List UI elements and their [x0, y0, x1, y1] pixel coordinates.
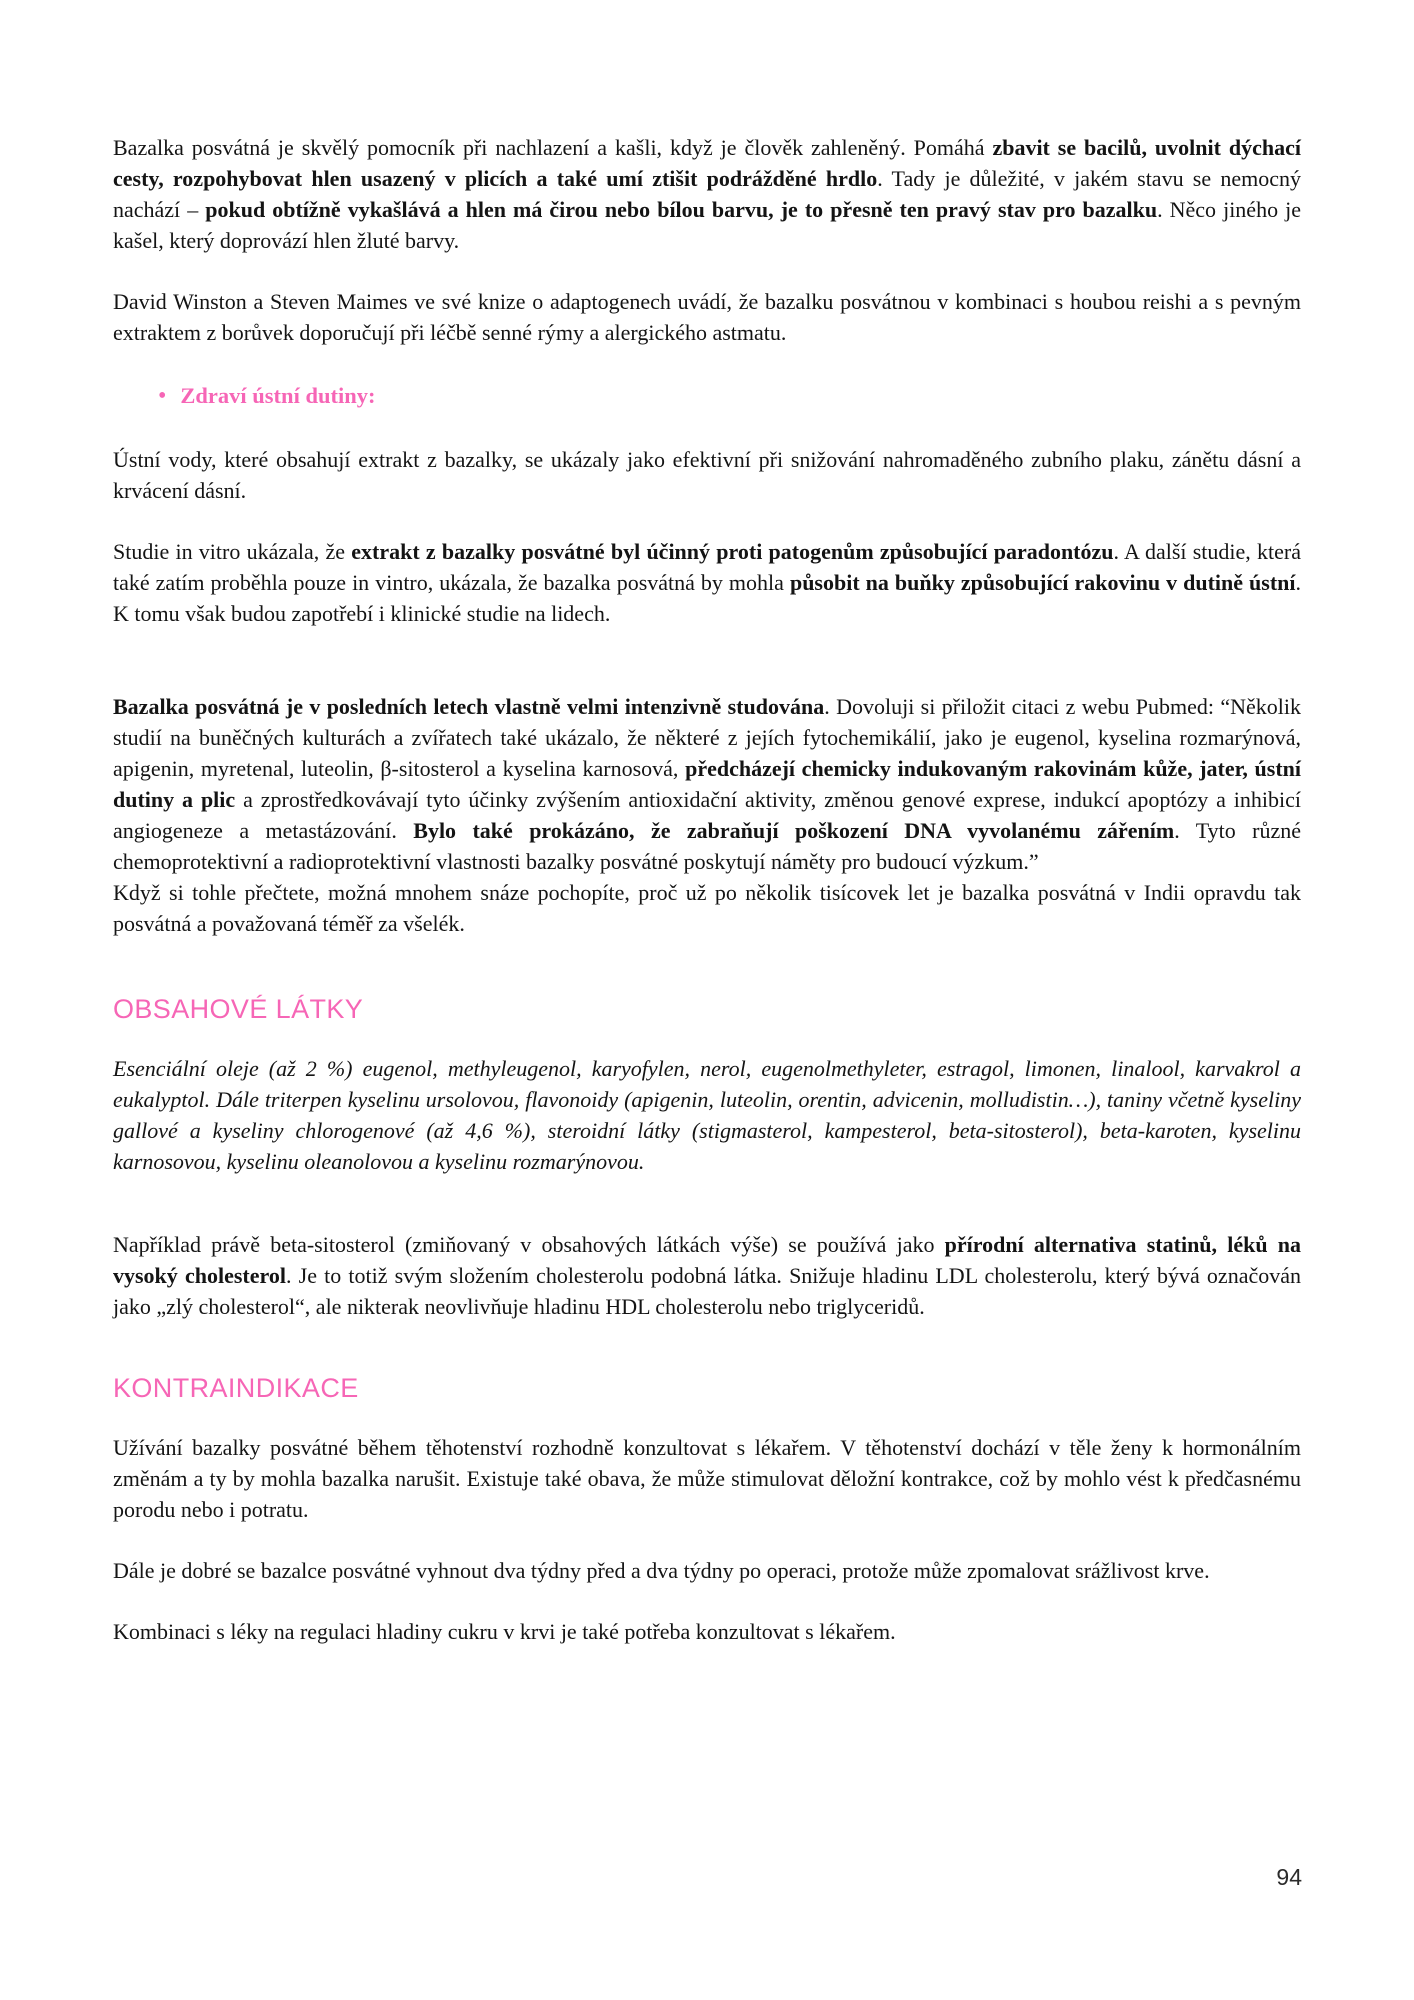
bullet-icon: • [158, 383, 167, 409]
bullet-heading-oral-health [113, 380, 1301, 412]
paragraph-constituents: Esenciální oleje (až 2 %) eugenol, methyleugenol, karyofylen, nerol, eugenolmethyleter, estragol, limonen, linalool, karvakrol a eukalyptol. Dále triterpen kyselinu ursolovou, flavonoidy (apigenin, luteolin, orentin, advicenin, molludistin…), taniny včetně kyseliny gallové a kyseliny chlorogenové (až 4,6 %), steroidní látky (stigmasterol, kampesterol, beta-sitosterol), beta-karoten, kyselinu karnosovou, kyselinu oleanolovou a kyselinu rozmarýnovou. [113, 1056, 1301, 1174]
section-heading-obsahove-latky: OBSAHOVÉ LÁTKY [113, 994, 364, 1024]
section-heading-kontraindikace: KONTRAINDIKACE [113, 1373, 359, 1403]
paragraph-pregnancy: Užívání bazalky posvátné během těhotenství rozhodně konzultovat s lékařem. V těhotenství dochází v těle ženy k hormonálním změnám a ty by mohla bazalka narušit. Existuje také obava, že může stimulovat děložní kontrakce, což by mohlo vést k předčasnému porodu nebo i potratu. [113, 1435, 1301, 1522]
paragraph-pubmed-citation: Bazalka posvátná je v posledních letech vlastně velmi intenzivně studována. Dovoluji si přiložit citaci z webu Pubmed: “Několik studií na buněčných kulturách a zvířatech také ukázalo, že některé z jejích fytochemikálií, jako je eugenol, kyselina rozmarýnová, apigenin, myretenal, luteolin, β-sitosterol a kyselina karnosová, předcházejí chemicky indukovaným rakovinám kůže, jater, ústní dutiny a plic a zprostředkovávají tyto účinky zvýšením antioxidační aktivity, změnou genové exprese, indukcí apoptózy a inhibicí angiogeneze a metastázování. Bylo také prokázáno, že zabraňují poškození DNA vyvolanému zářením. Tyto různé chemoprotektivní a radioprotektivní vlastnosti bazalky posvátné poskytují náměty pro budoucí výzkum.” [113, 694, 1302, 874]
paragraph-winston-maimes: David Winston a Steven Maimes ve své knize o adaptogenech uvádí, že bazalku posvátnou v kombinaci s houbou reishi a s pevným extraktem z borůvek doporučují při léčbě senné rýmy a alergického astmatu. [113, 289, 1301, 345]
bullet-heading-label: Zdraví ústní dutiny: [180, 383, 376, 408]
paragraph-blood-sugar: Kombinaci s léky na regulaci hladiny cukru v krvi je také potřeba konzultovat s lékařem. [113, 1619, 896, 1644]
paragraph-in-vitro-study: Studie in vitro ukázala, že extrakt z bazalky posvátné byl účinný proti patogenům způsobující paradontózu. A další studie, která také zatím proběhla pouze in vintro, ukázala, že bazalka posvátná by mohla působit na buňky způsobující rakovinu v dutině ústní. K tomu však budou zapotřebí i klinické studie na lidech. [113, 539, 1302, 626]
paragraph-surgery: Dále je dobré se bazalce posvátné vyhnout dva týdny před a dva týdny po operaci, protože může zpomalovat srážlivost krve. [113, 1558, 1210, 1583]
paragraph-panacea: Když si tohle přečtete, možná mnohem snáze pochopíte, proč už po několik tisícovek let je bazalka posvátná v Indii opravdu tak posvátná a považovaná téměř za všelék. [113, 880, 1301, 936]
page-number: 94 [1276, 1864, 1302, 1890]
paragraph-beta-sitosterol: Například právě beta-sitosterol (zmiňovaný v obsahových látkách výše) se používá jako přírodní alternativa statinů, léků na vysoký cholesterol. Je to totiž svým složením cholesterolu podobná látka. Snižuje hladinu LDL cholesterolu, který bývá označován jako „zlý cholesterol“, ale nikterak neovlivňuje hladinu HDL cholesterolu nebo triglyceridů. [113, 1232, 1301, 1319]
paragraph-oral-rinses: Ústní vody, které obsahují extrakt z bazalky, se ukázaly jako efektivní při snižování nahromaděného zubního plaku, zánětu dásní a krvácení dásní. [113, 447, 1301, 503]
paragraph-intro: Bazalka posvátná je skvělý pomocník při nachlazení a kašli, když je člověk zahleněný. Pomáhá zbavit se bacilů, uvolnit dýchací cesty, rozpohybovat hlen usazený v plicích a také umí ztišit podrážděné hrdlo. Tady je důležité, v jakém stavu se nemocný nachází – pokud obtížně vykašlává a hlen má čirou nebo bílou barvu, je to přesně ten pravý stav pro bazalku. Něco jiného je kašel, který doprovází hlen žluté barvy. [113, 135, 1302, 253]
